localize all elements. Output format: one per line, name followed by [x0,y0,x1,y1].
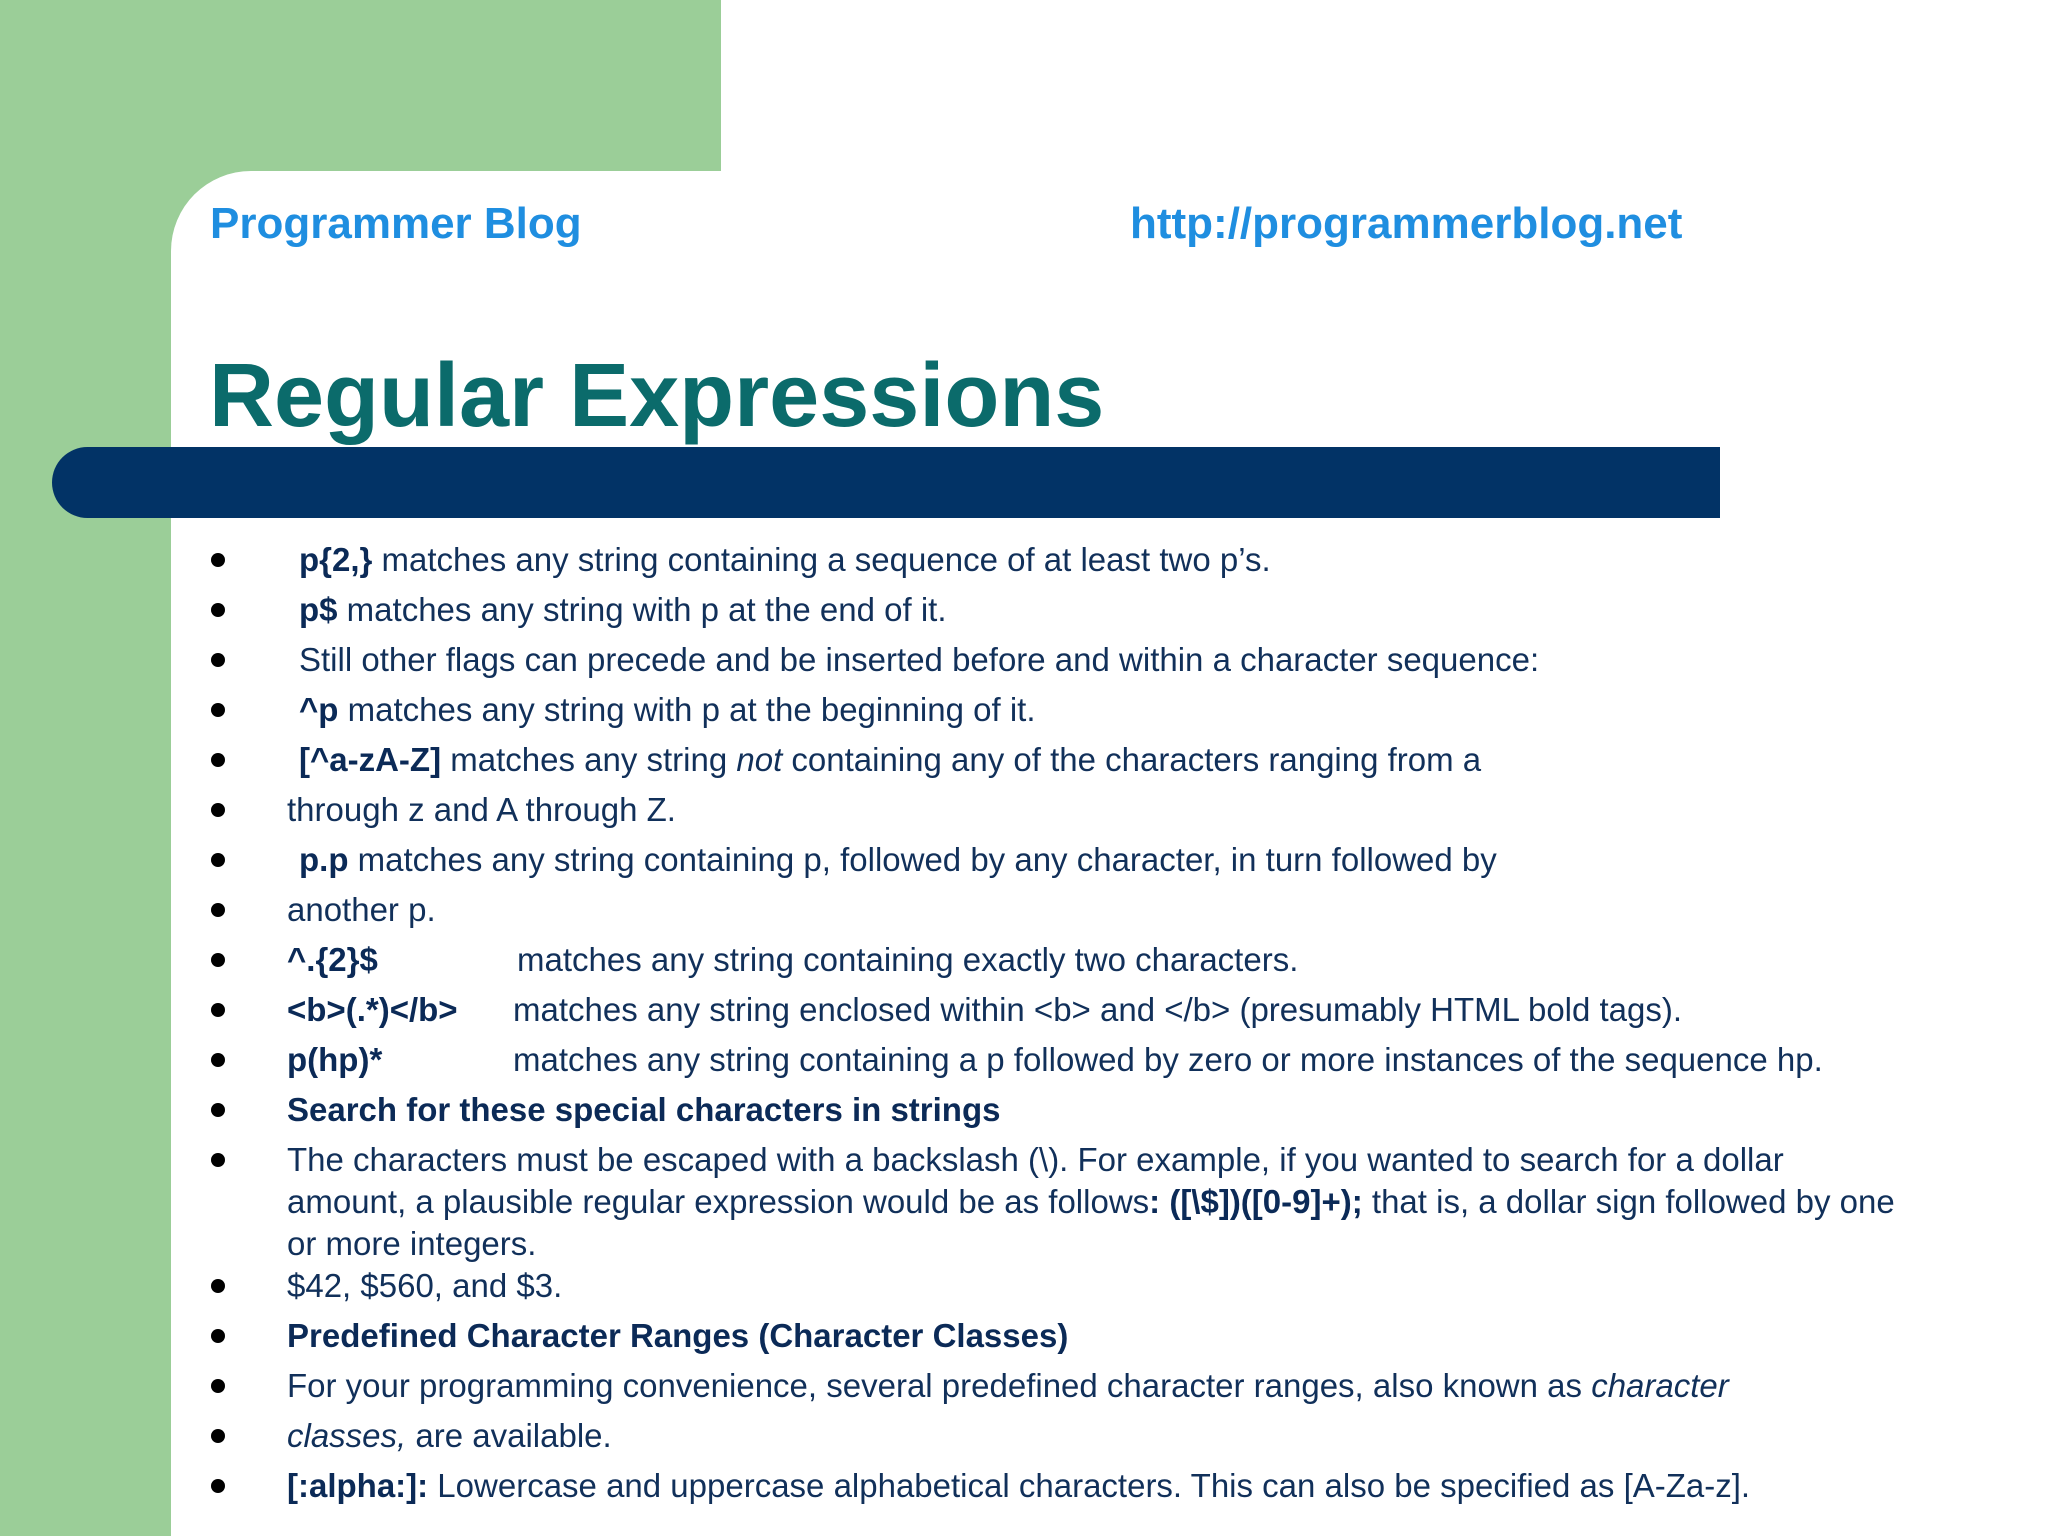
code-sample: p{2,} [299,541,373,578]
bullet-dot [211,1153,225,1167]
list-item [210,1039,1910,1089]
item-text: through z and A through Z. [287,791,676,828]
slide-title: Regular Expressions [209,346,1105,446]
item-text: containing any of the characters ranging from a [782,741,1482,778]
bullet-dot [211,603,225,617]
item-text: matches any string containing p, followed by any character, in turn followed by [348,841,1497,878]
emphasis-text: not [736,741,783,778]
list-item [210,639,1910,689]
bullet-dot [211,753,225,767]
bullet-dot [211,1103,225,1117]
list-item [210,1465,1910,1515]
list-item [210,739,1910,789]
item-text: are available. [406,1417,612,1454]
blog-name: Programmer Blog [210,199,582,248]
item-text: Lowercase and uppercase alphabetical characters. This can also be specified as [A-Za-z]. [428,1467,1751,1504]
bullet-dot [211,1479,225,1493]
code-sample: [:alpha:]: [287,1467,429,1504]
code-sample: ^.{2}$ [287,941,378,978]
code-sample: p$ [299,591,338,628]
bullet-dot [211,903,225,917]
list-item [210,839,1910,889]
section-heading: Search for these special characters in strings [287,1091,1001,1128]
section-heading: Predefined Character Ranges (Character Classes) [287,1317,1069,1354]
item-text: that is, a dollar sign followed by one or more integers. [287,1183,1895,1262]
bullet-dot [211,1003,225,1017]
code-sample: p.p [299,841,349,878]
bullet-dot [211,1429,225,1443]
code-sample: [^a-zA-Z] [299,741,442,778]
item-text: matches any string enclosed within <b> and </b> (presumably HTML bold tags). [513,991,1683,1028]
emphasis-text: classes, [287,1417,407,1454]
list-item [210,1265,1910,1315]
item-text: matches any string with p at the beginning of it. [338,691,1036,728]
list-item [210,939,1910,989]
bullet-dot [211,1279,225,1293]
item-text: matches any string [441,741,737,778]
list-item [210,989,1910,1039]
bullet-dot [211,653,225,667]
bullet-dot [211,803,225,817]
bullet-dot [211,1053,225,1067]
list-item [210,689,1910,739]
bullet-dot [211,853,225,867]
code-sample: <b>(.*)</b> [287,991,458,1028]
bullet-dot [211,1329,225,1343]
item-text: $42, $560, and $3. [287,1267,563,1304]
code-sample: p(hp)* [287,1041,383,1078]
list-item [210,1315,1910,1365]
item-text: The characters must be escaped with a backslash (\). For example, if you wanted to search for a dollar amount, a plausible regular expression would be as follows [287,1141,1784,1220]
bullet-dot [211,703,225,717]
title-underline-bar [52,447,1720,518]
list-item [210,1139,1910,1265]
item-text: matches any string containing exactly two characters. [517,941,1299,978]
bullet-list [210,539,1910,1515]
item-text: Still other flags can precede and be inserted before and within a character sequence: [299,641,1540,678]
list-item [210,539,1910,589]
item-text: matches any string containing a p followed by zero or more instances of the sequence hp. [513,1041,1823,1078]
emphasis-text: character [1591,1367,1729,1404]
code-sample: : ([\$])([0-9]+); [1149,1183,1363,1220]
item-text: For your programming convenience, several predefined character ranges, also known as [287,1367,1592,1404]
bullet-dot [211,953,225,967]
code-sample: ^p [299,691,339,728]
list-item [210,889,1910,939]
bullet-dot [211,553,225,567]
list-item [210,789,1910,839]
list-item [210,589,1910,639]
item-text: matches any string with p at the end of it. [337,591,947,628]
item-text: matches any string containing a sequence of at least two p’s. [372,541,1271,578]
item-text: another p. [287,891,436,928]
list-item [210,1089,1910,1139]
blog-url: http://programmerblog.net [1130,199,1683,248]
bullet-dot [211,1379,225,1393]
list-item [210,1415,1910,1465]
list-item [210,1365,1910,1415]
